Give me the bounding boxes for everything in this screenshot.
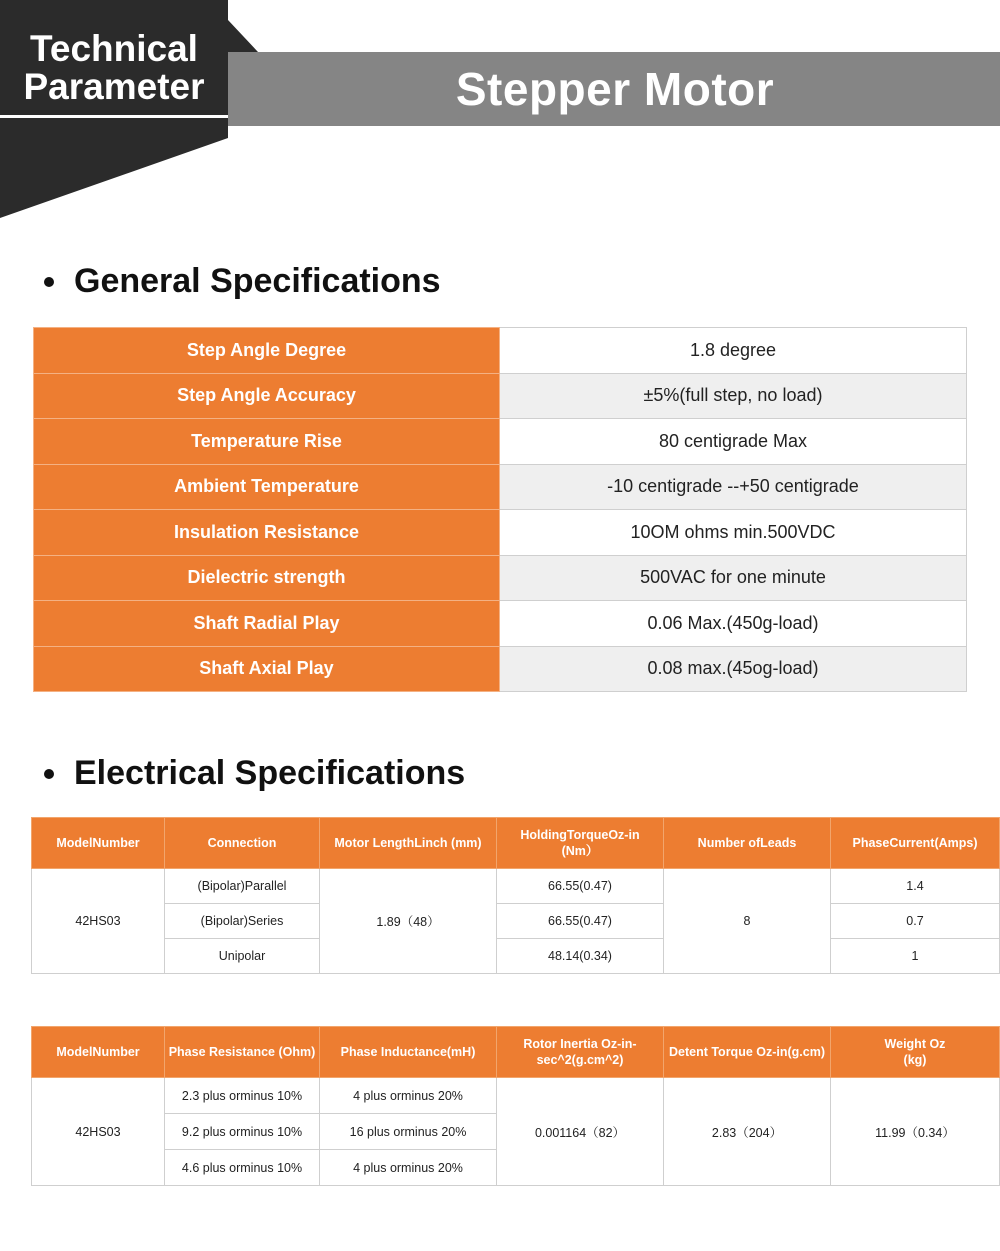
- table-header-row: [32, 818, 1000, 869]
- model-number-cell: 42HS03: [32, 869, 165, 974]
- spec-label: Step Angle Accuracy: [34, 373, 500, 419]
- column-header: Motor LengthLinch (mm): [320, 818, 497, 869]
- general-specs-heading-text: General Specifications: [74, 262, 441, 300]
- phase-inductance-cell: 4 plus orminus 20%: [320, 1150, 497, 1186]
- spec-label: Insulation Resistance: [34, 510, 500, 556]
- phase-current-cell: 0.7: [831, 904, 1000, 939]
- bullet-icon: [44, 277, 54, 287]
- column-header: Connection: [165, 818, 320, 869]
- phase-resistance-cell: 9.2 plus orminus 10%: [165, 1114, 320, 1150]
- table-header-row: [32, 1027, 1000, 1078]
- holding-torque-cell: 66.55(0.47): [497, 904, 664, 939]
- spec-value: 10OM ohms min.500VDC: [500, 510, 967, 556]
- column-header: Phase Inductance(mH): [320, 1027, 497, 1078]
- weight-cell: 11.99（0.34）: [831, 1078, 1000, 1186]
- spec-label: Dielectric strength: [34, 555, 500, 601]
- column-header: ModelNumber: [32, 1027, 165, 1078]
- spec-label: Shaft Radial Play: [34, 601, 500, 647]
- number-of-leads-cell: 8: [664, 869, 831, 974]
- table-row: [34, 328, 967, 374]
- motor-length-cell: 1.89（48）: [320, 869, 497, 974]
- table-row: [32, 939, 1000, 974]
- model-number-cell: 42HS03: [32, 1078, 165, 1186]
- table-row: [34, 601, 967, 647]
- table-row: [34, 373, 967, 419]
- holding-torque-cell: 66.55(0.47): [497, 869, 664, 904]
- general-specs-heading: [44, 262, 441, 301]
- phase-current-cell: 1: [831, 939, 1000, 974]
- column-header: PhaseCurrent(Amps): [831, 818, 1000, 869]
- phase-resistance-cell: 4.6 plus orminus 10%: [165, 1150, 320, 1186]
- table-row: [34, 510, 967, 556]
- spec-label: Shaft Axial Play: [34, 646, 500, 692]
- column-header: ModelNumber: [32, 818, 165, 869]
- header-divider: [0, 115, 228, 118]
- column-header: Rotor Inertia Oz-in- sec^2(g.cm^2): [497, 1027, 664, 1078]
- column-header: Number ofLeads: [664, 818, 831, 869]
- table-row: [34, 646, 967, 692]
- table-row: [34, 555, 967, 601]
- bullet-icon: [44, 769, 54, 779]
- table-row: [32, 869, 1000, 904]
- spec-value: 80 centigrade Max: [500, 419, 967, 465]
- spec-value: 1.8 degree: [500, 328, 967, 374]
- spec-value: 0.06 Max.(450g-load): [500, 601, 967, 647]
- electrical-table-1: [31, 817, 1000, 974]
- column-header: Weight Oz (kg): [831, 1027, 1000, 1078]
- spec-label: Step Angle Degree: [34, 328, 500, 374]
- electrical-specs-heading-text: Electrical Specifications: [74, 754, 466, 792]
- electrical-specs-heading: [44, 754, 465, 793]
- spec-value: 500VAC for one minute: [500, 555, 967, 601]
- header-label-line2: Parameter: [23, 66, 205, 107]
- column-header: HoldingTorqueOz-in (Nm）: [497, 818, 664, 869]
- phase-inductance-cell: 16 plus orminus 20%: [320, 1114, 497, 1150]
- spec-value: 0.08 max.(45og-load): [500, 646, 967, 692]
- table-row: [32, 1078, 1000, 1114]
- spec-label: Temperature Rise: [34, 419, 500, 465]
- detent-torque-cell: 2.83（204）: [664, 1078, 831, 1186]
- phase-inductance-cell: 4 plus orminus 20%: [320, 1078, 497, 1114]
- table-row: [34, 464, 967, 510]
- general-specs-table: [33, 327, 967, 692]
- connection-cell: (Bipolar)Parallel: [165, 869, 320, 904]
- electrical-table-2: [31, 1026, 1000, 1186]
- page-title: Stepper Motor: [455, 63, 775, 115]
- table-row: [32, 904, 1000, 939]
- connection-cell: Unipolar: [165, 939, 320, 974]
- column-header: Phase Resistance (Ohm): [165, 1027, 320, 1078]
- phase-resistance-cell: 2.3 plus orminus 10%: [165, 1078, 320, 1114]
- connection-cell: (Bipolar)Series: [165, 904, 320, 939]
- header-label: [0, 30, 228, 106]
- spec-value: -10 centigrade --+50 centigrade: [500, 464, 967, 510]
- table-row: [34, 419, 967, 465]
- rotor-inertia-cell: 0.001164（82）: [497, 1078, 664, 1186]
- spec-label: Ambient Temperature: [34, 464, 500, 510]
- phase-current-cell: 1.4: [831, 869, 1000, 904]
- holding-torque-cell: 48.14(0.34): [497, 939, 664, 974]
- header-label-line1: Technical: [30, 28, 198, 69]
- spec-value: ±5%(full step, no load): [500, 373, 967, 419]
- column-header: Detent Torque Oz-in(g.cm): [664, 1027, 831, 1078]
